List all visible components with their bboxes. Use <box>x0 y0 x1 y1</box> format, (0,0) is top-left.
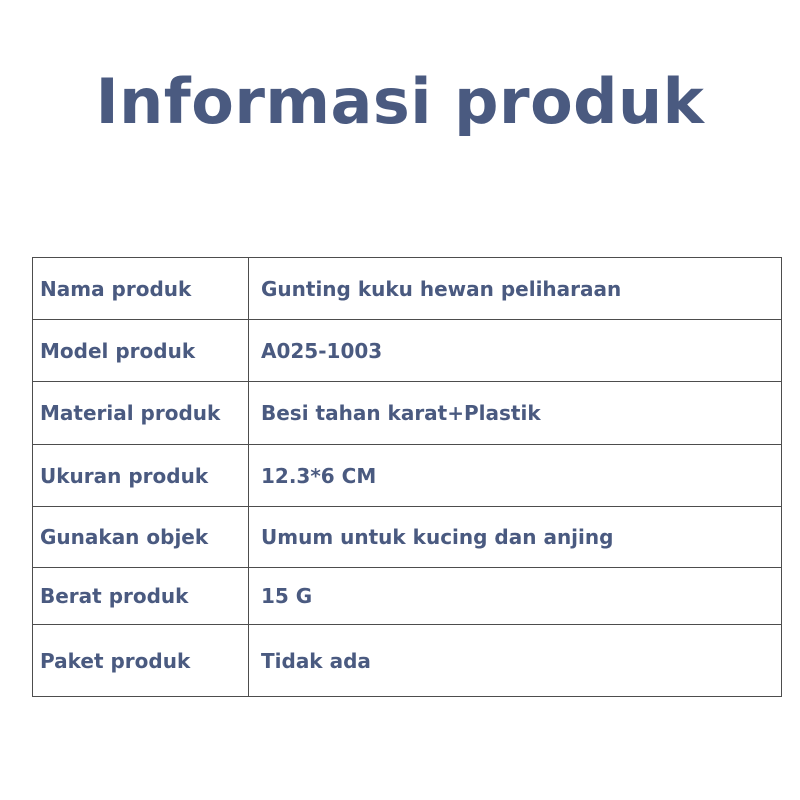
row-value: A025-1003 <box>249 320 782 382</box>
table-row <box>33 568 782 625</box>
row-label: Ukuran produk <box>33 445 249 507</box>
table-row <box>33 507 782 568</box>
row-label: Berat produk <box>33 568 249 625</box>
row-value: 15 G <box>249 568 782 625</box>
table-row <box>33 320 782 382</box>
row-value: Umum untuk kucing dan anjing <box>249 507 782 568</box>
product-info-table <box>32 257 782 697</box>
table-row <box>33 625 782 697</box>
page-title: Informasi produk <box>95 65 705 138</box>
row-label: Model produk <box>33 320 249 382</box>
row-value: Besi tahan karat+Plastik <box>249 382 782 445</box>
row-value: 12.3*6 CM <box>249 445 782 507</box>
row-value: Gunting kuku hewan peliharaan <box>249 258 782 320</box>
row-label: Paket produk <box>33 625 249 697</box>
row-label: Material produk <box>33 382 249 445</box>
table-row <box>33 258 782 320</box>
table-row <box>33 445 782 507</box>
table-row <box>33 382 782 445</box>
row-label: Gunakan objek <box>33 507 249 568</box>
row-label: Nama produk <box>33 258 249 320</box>
row-value: Tidak ada <box>249 625 782 697</box>
